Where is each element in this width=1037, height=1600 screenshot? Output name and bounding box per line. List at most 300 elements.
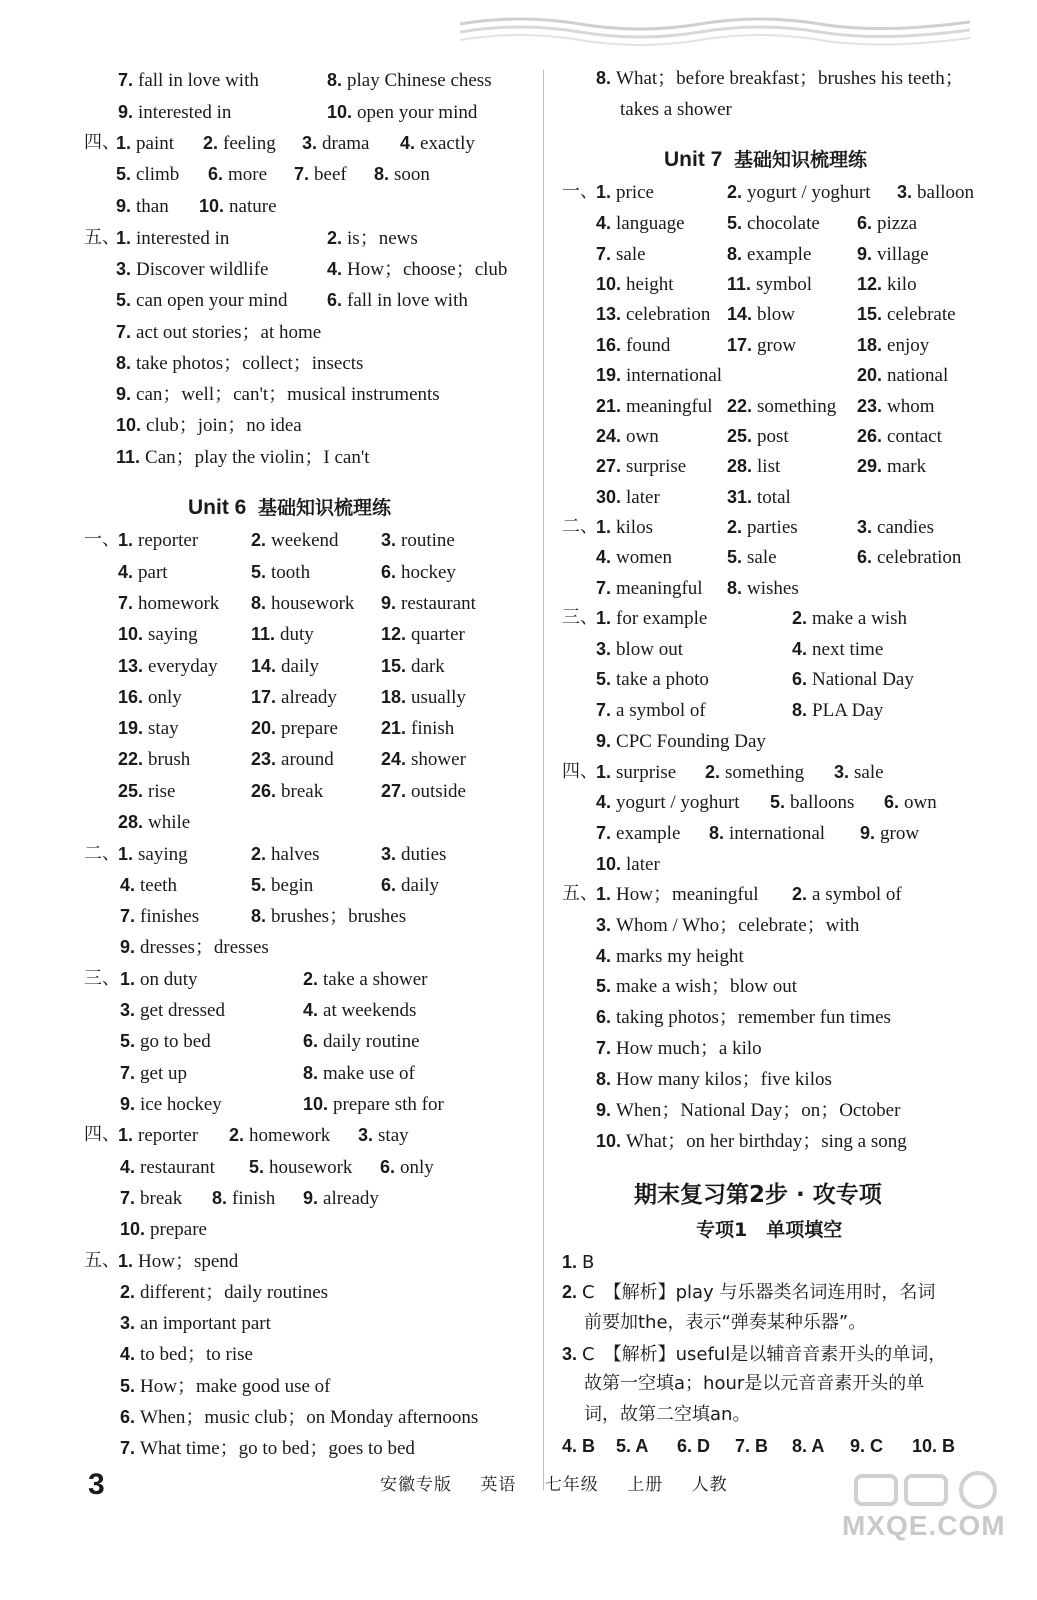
item-number: 30. <box>596 487 627 507</box>
answer-item <box>116 162 179 187</box>
answer-item <box>857 211 917 236</box>
answer-item <box>596 180 654 205</box>
item-text: language <box>616 213 685 234</box>
answer-item <box>118 1123 198 1148</box>
item-number: 14. <box>727 304 758 324</box>
answer-item <box>596 790 740 815</box>
item-number: 7. <box>116 322 137 342</box>
answer-item <box>735 1434 768 1459</box>
item-number: 2. <box>251 530 272 550</box>
item-text: than <box>136 196 169 217</box>
item-text: weekend <box>271 530 339 551</box>
item-number: 22. <box>727 396 758 416</box>
item-number: 1. <box>596 608 617 628</box>
answer-item <box>860 821 919 846</box>
item-number: 5. <box>249 1157 270 1177</box>
item-number: 9. <box>850 1436 871 1456</box>
item-text: part <box>138 562 168 583</box>
answer-item <box>792 882 902 907</box>
item-text: pizza <box>877 213 918 234</box>
item-number: 10. <box>596 1131 627 1151</box>
item-text: wishes <box>747 578 799 599</box>
item-number: 15. <box>857 304 888 324</box>
section-marker: 五、 <box>84 227 120 248</box>
item-number: 16. <box>596 335 627 355</box>
item-number: 1. <box>118 844 139 864</box>
item-text: kilos <box>616 517 653 538</box>
item-text: open your mind <box>357 102 478 123</box>
item-text: example <box>616 823 681 844</box>
answer-item <box>562 1434 595 1459</box>
item-number: 18. <box>857 335 888 355</box>
answer-item <box>327 257 507 282</box>
answer-item <box>358 1123 409 1148</box>
answer-item <box>596 821 680 846</box>
item-number: 8. <box>596 68 617 88</box>
item-text: duty <box>280 624 314 645</box>
item-text: something <box>757 396 837 417</box>
answer-item <box>381 622 465 647</box>
answer-item <box>596 760 676 785</box>
item-text: daily routine <box>323 1031 420 1052</box>
item-text: total <box>757 487 791 508</box>
answer-item <box>118 716 179 741</box>
answer-item <box>596 698 706 723</box>
answer-item <box>727 333 796 358</box>
item-text: something <box>725 762 805 783</box>
answer-item <box>850 1434 883 1459</box>
item-number: 2. <box>327 228 348 248</box>
item-text: symbol <box>756 274 812 295</box>
item-number: 25. <box>727 426 758 446</box>
item-number: 8. <box>303 1063 324 1083</box>
item-text: only <box>148 687 182 708</box>
answer-item <box>596 363 722 388</box>
footer-edition: 安徽专版 <box>380 1475 452 1495</box>
item-text: When；music club；on Monday afternoons <box>140 1407 479 1428</box>
item-number: 4. <box>120 875 141 895</box>
answer-item <box>596 545 672 570</box>
item-number: 21. <box>596 396 627 416</box>
answer-item <box>118 810 190 835</box>
item-text: brushes；brushes <box>271 906 407 927</box>
answer-item <box>596 424 659 449</box>
answer-item <box>727 515 798 540</box>
item-text: to bed；to rise <box>140 1344 253 1365</box>
item-number: 4. <box>118 562 139 582</box>
item-text: later <box>626 487 660 508</box>
item-text: go to bed <box>140 1031 211 1052</box>
section-marker: 三、 <box>562 607 598 628</box>
answer-item <box>116 320 321 345</box>
item-text: celebrate <box>887 304 956 325</box>
item-number: 10. <box>596 854 627 874</box>
item-text: next time <box>812 639 884 660</box>
answer-item <box>251 779 323 804</box>
item-text: candies <box>877 517 934 538</box>
answer-item <box>118 591 219 616</box>
answer-item <box>381 654 445 679</box>
item-text: feeling <box>223 133 276 154</box>
answer-item <box>596 667 709 692</box>
answer-item <box>251 591 354 616</box>
item-number: 9. <box>120 1094 141 1114</box>
item-number: 11. <box>251 624 281 644</box>
item-number: 8. <box>792 700 813 720</box>
answer-item <box>294 162 347 187</box>
answer-item <box>792 698 883 723</box>
answer-item <box>116 413 302 438</box>
item-text: on duty <box>140 969 198 990</box>
item-text: blow <box>757 304 796 325</box>
item-text: B <box>755 1436 769 1456</box>
unit7-title-cn: 基础知识梳理练 <box>734 149 868 171</box>
answer-item <box>374 162 430 187</box>
item-text: C <box>870 1436 884 1456</box>
answer-item <box>727 576 799 601</box>
answer-item <box>857 333 929 358</box>
item-number: 5. <box>727 213 748 233</box>
answer-item <box>327 68 492 93</box>
item-text: Discover wildlife <box>136 259 269 280</box>
item-text: housework <box>269 1157 353 1178</box>
item-number: 8. <box>792 1436 812 1456</box>
item-number: 10. <box>596 274 627 294</box>
item-number: 3. <box>120 1000 141 1020</box>
answer-item <box>120 1342 253 1367</box>
answer-item <box>327 100 477 125</box>
answer-item <box>327 226 418 251</box>
item-text: international <box>626 365 723 386</box>
answer-item <box>212 1186 275 1211</box>
item-text: usually <box>411 687 466 708</box>
item-number: 7. <box>120 1438 141 1458</box>
item-number: 7. <box>118 593 139 613</box>
item-text: nature <box>229 196 277 217</box>
item-text: Whom / Who；celebrate；with <box>616 915 860 936</box>
answer-item <box>596 974 797 999</box>
answer-item <box>118 779 175 804</box>
answer-item <box>303 1092 444 1117</box>
item-number: 5. <box>120 1376 141 1396</box>
item-number: 1. <box>120 969 141 989</box>
item-text: marks my height <box>616 946 744 967</box>
item-text: meaningful <box>616 578 703 599</box>
item-number: 6. <box>120 1407 141 1427</box>
item-number: 22. <box>118 749 149 769</box>
item-text: A <box>811 1436 825 1456</box>
answer-item <box>381 560 456 585</box>
item-number: 3. <box>358 1125 379 1145</box>
item-text: already <box>281 687 337 708</box>
item-number: 26. <box>251 781 282 801</box>
item-number: 6. <box>327 290 348 310</box>
answer-item <box>303 1186 379 1211</box>
answer-item <box>120 1374 331 1399</box>
section-marker: 二、 <box>562 516 598 537</box>
item-text: restaurant <box>140 1157 215 1178</box>
item-text: dresses；dresses <box>140 937 269 958</box>
answer-item <box>792 1434 824 1459</box>
item-number: 23. <box>251 749 282 769</box>
item-number: 1. <box>596 517 617 537</box>
answer-item <box>727 180 871 205</box>
item-text: take photos；collect；insects <box>136 353 364 374</box>
item-number: 13. <box>596 304 627 324</box>
answer-item <box>596 729 766 754</box>
answer-item <box>116 131 174 156</box>
item-number: 27. <box>381 781 412 801</box>
item-text: dark <box>411 656 445 677</box>
item-number: 8. <box>251 593 272 613</box>
item-number: 3. <box>834 762 855 782</box>
answer-item <box>381 842 446 867</box>
item-number: 4. <box>596 547 617 567</box>
answer-item <box>249 1155 352 1180</box>
item-number: 8. <box>212 1188 233 1208</box>
item-number: 2. <box>792 884 813 904</box>
item-text: play Chinese chess <box>347 70 492 91</box>
item-number: 2. <box>705 762 726 782</box>
item-text: stay <box>378 1125 409 1146</box>
item-number: 6. <box>381 875 402 895</box>
item-text: already <box>323 1188 379 1209</box>
item-text: What；before breakfast；brushes his teeth； <box>616 68 964 89</box>
answer-item <box>380 1155 434 1180</box>
item-number: 4. <box>400 133 421 153</box>
item-text: 故第一空填a；hour是以元音音素开头的单 <box>584 1373 925 1394</box>
answer-item <box>596 852 660 877</box>
item-text: everyday <box>148 656 218 677</box>
answer-item <box>857 424 942 449</box>
item-number: 1. <box>118 1125 139 1145</box>
item-number: 5. <box>116 290 137 310</box>
footer-volume: 上册 <box>627 1475 664 1495</box>
item-number: 3. <box>562 1344 583 1364</box>
item-number: 17. <box>251 687 282 707</box>
item-text: interested in <box>138 102 232 123</box>
item-number: 7. <box>596 1038 617 1058</box>
answer-item <box>120 1217 207 1242</box>
item-text: ice hockey <box>140 1094 222 1115</box>
answer-item <box>251 528 339 553</box>
item-number: 9. <box>120 937 141 957</box>
answer-item <box>596 1036 762 1061</box>
answer-item <box>118 622 198 647</box>
item-number: 6. <box>792 669 813 689</box>
item-number: 17. <box>727 335 758 355</box>
page-number: 3 <box>88 1468 105 1501</box>
item-text: interested in <box>136 228 230 249</box>
item-number: 19. <box>118 718 149 738</box>
watermark: MXQE.COM <box>842 1510 1006 1541</box>
answer-item <box>596 242 646 267</box>
answer-item <box>116 445 370 470</box>
answer-item <box>118 560 168 585</box>
answer-item <box>727 272 812 297</box>
item-number: 1. <box>562 1252 583 1272</box>
item-number: 7. <box>120 1063 141 1083</box>
item-text: rise <box>148 781 176 802</box>
item-number: 2. <box>229 1125 250 1145</box>
item-number: 3. <box>381 530 402 550</box>
item-number: 19. <box>596 365 627 385</box>
item-text: homework <box>138 593 220 614</box>
answer-item <box>120 1186 182 1211</box>
answer-item <box>116 257 268 282</box>
item-text: drama <box>322 133 370 154</box>
item-number: 10. <box>120 1219 151 1239</box>
item-number: 4. <box>303 1000 324 1020</box>
item-text: club；join；no idea <box>146 415 302 436</box>
item-number: 4. <box>120 1157 141 1177</box>
item-text: A <box>635 1436 649 1456</box>
item-text: make a wish <box>812 608 907 629</box>
answer-item <box>596 454 686 479</box>
item-number: 6. <box>381 562 402 582</box>
item-number: 2. <box>303 969 324 989</box>
answer-item <box>302 131 370 156</box>
item-number: 26. <box>857 426 888 446</box>
item-text: daily <box>401 875 440 896</box>
item-text: finishes <box>140 906 200 927</box>
answer-item <box>251 685 337 710</box>
answer-item <box>596 576 703 601</box>
answer-item <box>118 685 182 710</box>
answer-item <box>120 967 198 992</box>
item-text: celebration <box>877 547 962 568</box>
item-number: 3. <box>596 915 617 935</box>
item-text: a symbol of <box>812 884 902 905</box>
answer-item <box>596 66 964 91</box>
item-text: How；meaningful <box>616 884 759 905</box>
item-text: yogurt / yoghurt <box>747 182 871 203</box>
item-text: stay <box>148 718 179 739</box>
answer-item <box>251 716 338 741</box>
item-number: 28. <box>727 456 758 476</box>
item-number: 8. <box>327 70 348 90</box>
unit6-title-en: Unit 6 <box>188 496 247 519</box>
item-text: CPC Founding Day <box>616 731 766 752</box>
answer-item <box>857 545 961 570</box>
item-text: more <box>228 164 268 185</box>
answer-item <box>596 1067 832 1092</box>
item-text: national <box>887 365 949 386</box>
item-number: 4. <box>327 259 348 279</box>
item-number: 8. <box>374 164 395 184</box>
footer-grade: 七年级 <box>544 1475 599 1495</box>
item-text: prepare <box>281 718 338 739</box>
item-text: for example <box>616 608 708 629</box>
item-text: take a photo <box>616 669 709 690</box>
answer-item <box>596 485 660 510</box>
answer-item <box>118 654 218 679</box>
item-number: 29. <box>857 456 888 476</box>
answer-item <box>792 606 907 631</box>
column-divider <box>543 70 544 1490</box>
answer-item <box>727 545 777 570</box>
item-number: 6. <box>596 1007 617 1027</box>
item-text: How many kilos；five kilos <box>616 1069 832 1090</box>
item-text: grow <box>880 823 920 844</box>
section-marker: 五、 <box>84 1250 120 1271</box>
item-number: 2. <box>120 1282 141 1302</box>
item-number: 3. <box>897 182 918 202</box>
answer-item <box>596 637 683 662</box>
item-text: paint <box>136 133 175 154</box>
answer-item <box>727 485 791 510</box>
item-number: 12. <box>381 624 412 644</box>
answer-item <box>116 194 169 219</box>
item-number: 28. <box>118 812 149 832</box>
item-number: 9. <box>116 384 137 404</box>
item-number: 1. <box>596 182 617 202</box>
item-number: 27. <box>596 456 627 476</box>
section-marker: 三、 <box>84 968 120 989</box>
answer-item <box>381 528 455 553</box>
item-number: 8. <box>116 353 137 373</box>
item-number: 6. <box>208 164 229 184</box>
item-text: B <box>582 1252 595 1273</box>
answer-item <box>616 1434 648 1459</box>
item-text: parties <box>747 517 798 538</box>
item-text: How；make good use of <box>140 1376 331 1397</box>
item-text: homework <box>249 1125 331 1146</box>
item-text: reporter <box>138 1125 199 1146</box>
item-number: 7. <box>596 700 617 720</box>
item-text: fall in love with <box>138 70 259 91</box>
item-number: 6. <box>380 1157 401 1177</box>
answer-item <box>303 1061 415 1086</box>
item-text: shower <box>411 749 466 770</box>
answer-item <box>727 302 795 327</box>
answer-item <box>120 873 177 898</box>
item-text: celebration <box>626 304 711 325</box>
item-number: 4. <box>120 1344 141 1364</box>
item-text: can open your mind <box>136 290 288 311</box>
item-text: prepare <box>150 1219 207 1240</box>
item-text: taking photos；remember fun times <box>616 1007 891 1028</box>
item-text: takes a shower <box>620 99 732 120</box>
item-number: 2. <box>251 844 272 864</box>
item-text: found <box>626 335 671 356</box>
item-text: price <box>616 182 654 203</box>
item-number: 3. <box>116 259 137 279</box>
item-number: 1. <box>116 228 137 248</box>
item-number: 2. <box>727 517 748 537</box>
answer-item <box>834 760 884 785</box>
item-text: chocolate <box>747 213 820 234</box>
item-text: post <box>757 426 789 447</box>
item-number: 7. <box>596 823 617 843</box>
answer-item <box>727 454 780 479</box>
item-text: halves <box>271 844 320 865</box>
special-title: 专项1 单项填空 <box>696 1219 843 1241</box>
item-number: 9. <box>860 823 881 843</box>
item-text: own <box>626 426 659 447</box>
item-number: 5. <box>596 669 617 689</box>
item-number: 8. <box>727 578 748 598</box>
answer-item <box>251 842 320 867</box>
answer-item <box>251 622 314 647</box>
item-number: 16. <box>118 687 149 707</box>
answer-item <box>118 100 231 125</box>
item-number: 25. <box>118 781 149 801</box>
item-number: 7. <box>735 1436 756 1456</box>
item-text: only <box>400 1157 434 1178</box>
item-number: 4. <box>792 639 813 659</box>
item-number: 5. <box>770 792 791 812</box>
